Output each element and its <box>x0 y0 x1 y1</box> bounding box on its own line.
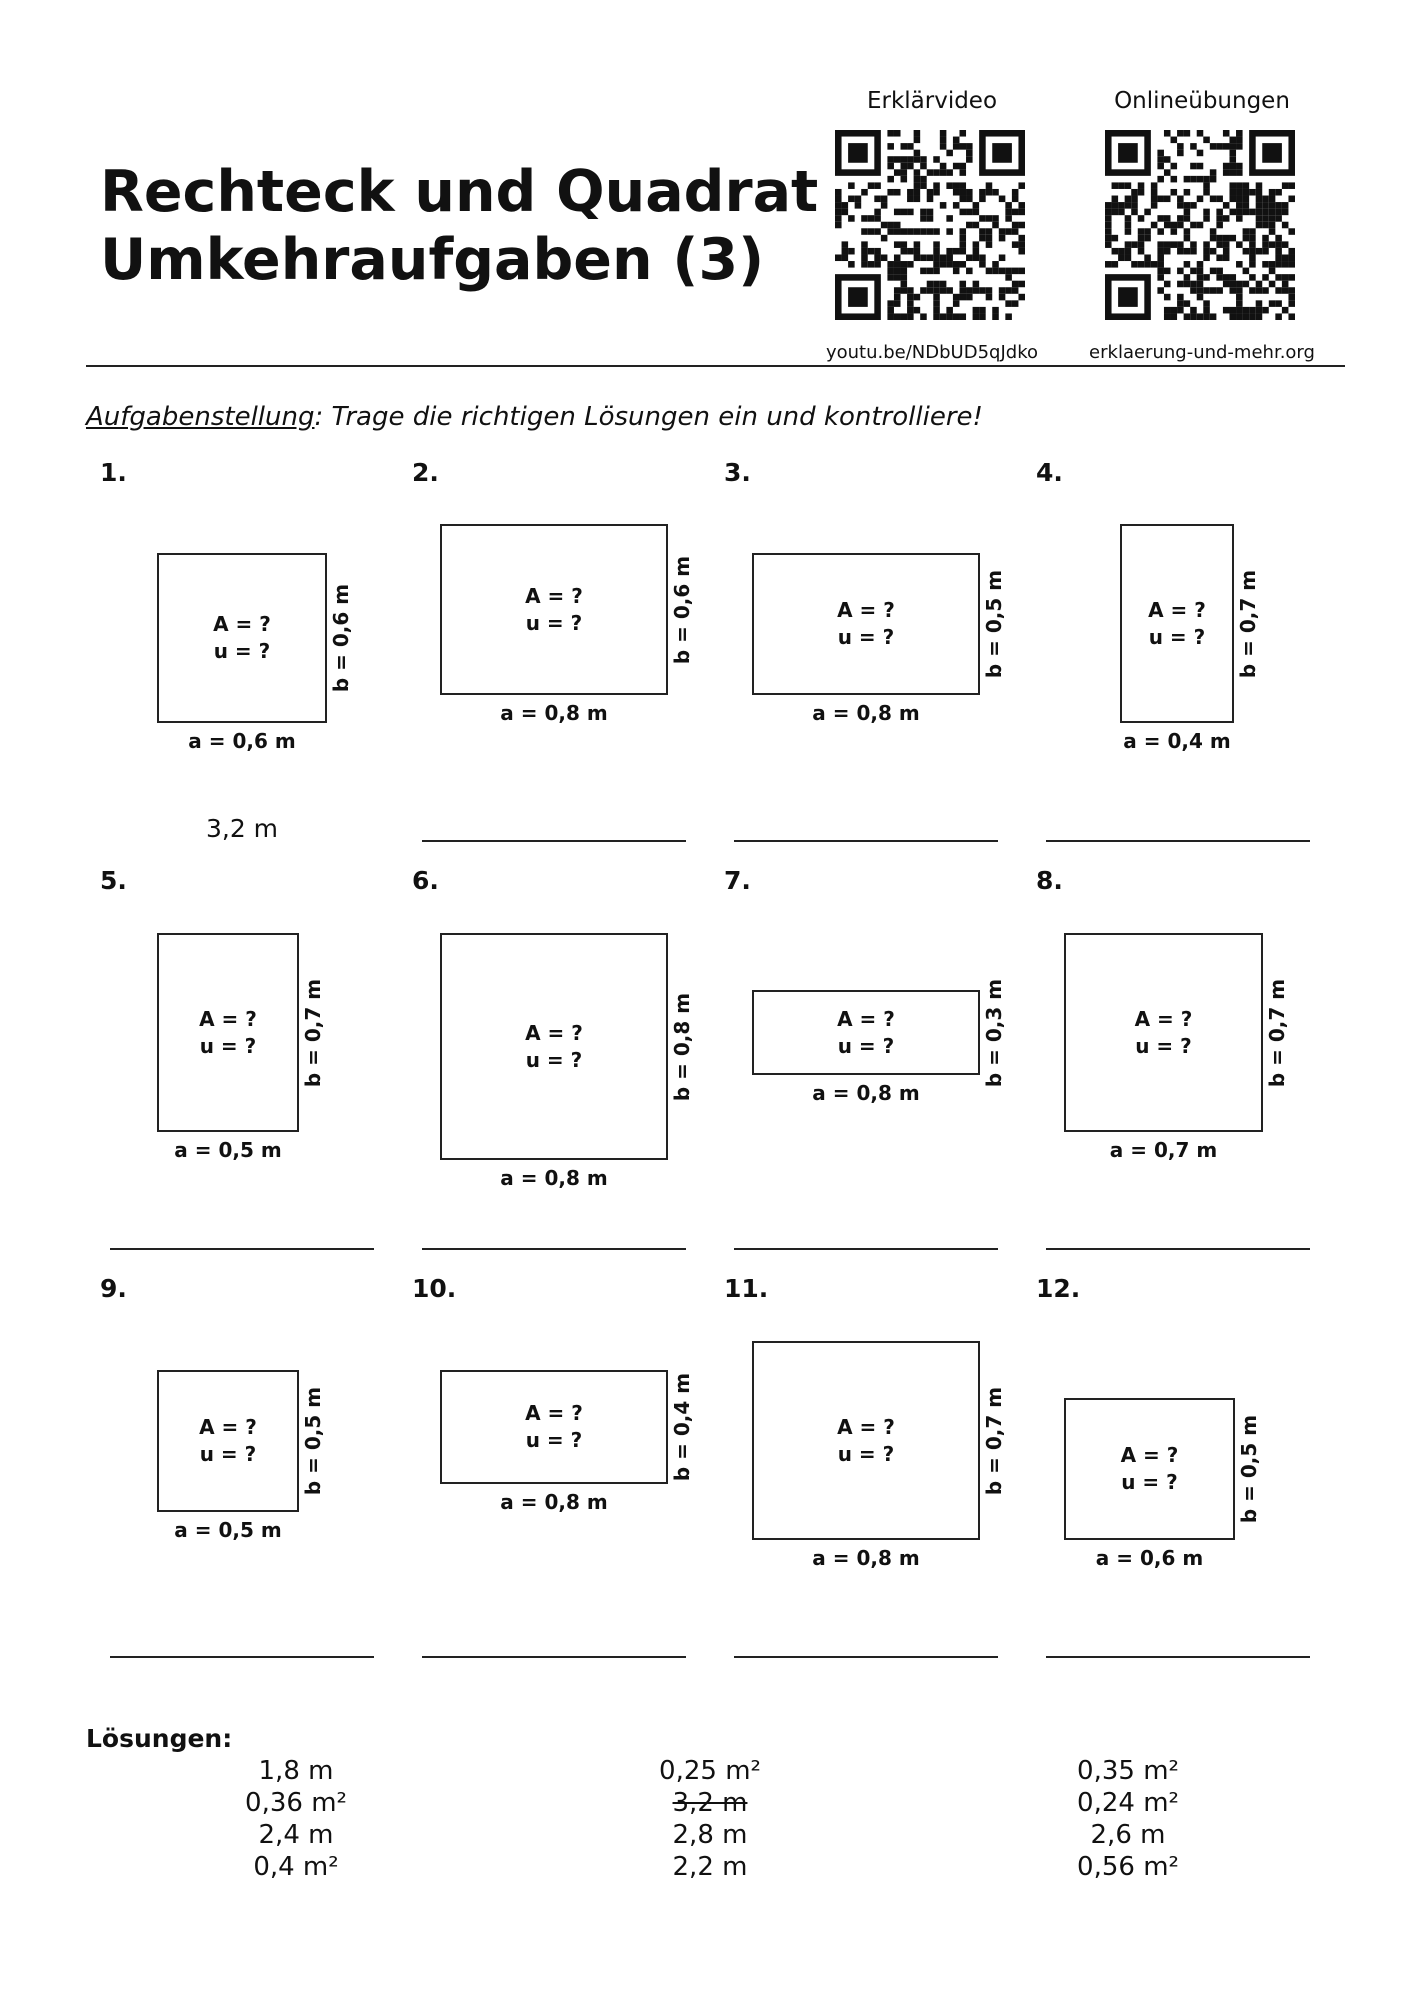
task-number: 10. <box>412 1274 457 1303</box>
side-a-label: a = 0,6 m <box>188 729 296 753</box>
task-number: 6. <box>412 866 439 895</box>
unknown-values <box>440 1400 668 1454</box>
instruction-text: : Trage die richtigen Lösungen ein und kontrolliere! <box>314 402 983 432</box>
perimeter-unknown: u = ? <box>525 1047 583 1072</box>
solution-value: 2,4 m <box>258 1820 334 1850</box>
area-unknown: A = ? <box>525 1020 583 1045</box>
side-b-label: b = 0,4 m <box>670 1372 694 1482</box>
solution-value: 2,6 m <box>1090 1820 1166 1850</box>
perimeter-unknown: u = ? <box>213 639 271 663</box>
qr-link-video[interactable]: youtu.be/NDbUD5qJdko <box>825 342 1039 363</box>
solution-value: 2,2 m <box>672 1852 748 1882</box>
answer-line[interactable] <box>1046 840 1310 842</box>
area-unknown: A = ? <box>199 1006 257 1031</box>
area-unknown: A = ? <box>199 1415 257 1439</box>
area-unknown: A = ? <box>837 1414 895 1439</box>
side-a-label: a = 0,4 m <box>1123 729 1231 753</box>
unknown-values <box>157 1006 299 1060</box>
task-number: 2. <box>412 458 439 487</box>
answer-field[interactable]: 3,2 m <box>205 814 279 843</box>
perimeter-unknown: u = ? <box>1135 1033 1192 1058</box>
side-b-label: b = 0,3 m <box>982 978 1006 1087</box>
qr-label-video: Erklärvideo <box>866 88 998 114</box>
qr-label-exercises: Onlineübungen <box>1114 88 1290 114</box>
solution-value: 2,8 m <box>672 1820 748 1850</box>
header-divider <box>86 365 1345 367</box>
unknown-values <box>1064 1006 1263 1060</box>
perimeter-unknown: u = ? <box>525 1428 583 1452</box>
qr-code-video[interactable] <box>835 130 1025 320</box>
unknown-values <box>157 611 327 665</box>
answer-line[interactable] <box>734 1248 998 1250</box>
area-unknown: A = ? <box>213 612 271 636</box>
unknown-values <box>157 1414 299 1468</box>
perimeter-unknown: u = ? <box>525 610 583 635</box>
area-unknown: A = ? <box>1134 1006 1193 1031</box>
area-unknown: A = ? <box>1148 597 1206 622</box>
answer-line[interactable] <box>422 1248 686 1250</box>
solution-value: 0,25 m² <box>659 1756 761 1786</box>
perimeter-unknown: u = ? <box>837 625 895 649</box>
solution-value: 0,35 m² <box>1077 1756 1179 1786</box>
side-a-label: a = 0,8 m <box>812 701 920 725</box>
side-b-label: b = 0,6 m <box>670 555 694 664</box>
perimeter-unknown: u = ? <box>199 1033 257 1058</box>
side-a-label: a = 0,8 m <box>812 1081 920 1105</box>
title-line-2: Umkehraufgaben (3) <box>100 227 765 293</box>
perimeter-unknown: u = ? <box>1148 624 1206 649</box>
task-number: 4. <box>1036 458 1063 487</box>
side-b-label: b = 0,6 m <box>329 583 353 693</box>
task-number: 11. <box>724 1274 769 1303</box>
task-number: 8. <box>1036 866 1063 895</box>
perimeter-unknown: u = ? <box>837 1033 895 1058</box>
answer-line[interactable] <box>422 1656 686 1658</box>
unknown-values <box>1064 1442 1235 1496</box>
unknown-values <box>440 583 668 637</box>
unknown-values <box>752 1006 980 1060</box>
answer-line[interactable] <box>1046 1656 1310 1658</box>
worksheet-title <box>100 158 818 294</box>
side-b-label: b = 0,5 m <box>301 1386 325 1496</box>
task-number: 1. <box>100 458 127 487</box>
solution-value: 0,36 m² <box>245 1788 347 1818</box>
side-a-label: a = 0,8 m <box>812 1546 920 1570</box>
qr-code-exercises[interactable] <box>1105 130 1295 320</box>
instruction <box>86 402 983 432</box>
solution-value: 0,4 m² <box>253 1852 339 1882</box>
perimeter-unknown: u = ? <box>199 1442 257 1466</box>
unknown-values <box>440 1020 668 1074</box>
task-number: 7. <box>724 866 751 895</box>
unknown-values <box>752 1414 980 1468</box>
unknown-values <box>1120 597 1234 651</box>
solution-value: 0,24 m² <box>1077 1788 1179 1818</box>
title-line-1: Rechteck und Quadrat <box>100 159 819 225</box>
area-unknown: A = ? <box>1120 1443 1179 1467</box>
task-number: 5. <box>100 866 127 895</box>
area-unknown: A = ? <box>525 1401 583 1425</box>
answer-line[interactable] <box>110 1656 374 1658</box>
side-b-label: b = 0,5 m <box>1237 1414 1261 1524</box>
answer-line[interactable] <box>1046 1248 1310 1250</box>
solutions-heading: Lösungen: <box>86 1724 233 1753</box>
perimeter-unknown: u = ? <box>1121 1470 1178 1494</box>
side-a-label: a = 0,8 m <box>500 701 608 725</box>
solution-value: 0,56 m² <box>1077 1852 1179 1882</box>
area-unknown: A = ? <box>525 583 583 608</box>
side-b-label: b = 0,5 m <box>982 569 1006 679</box>
instruction-prefix: Aufgabenstellung <box>86 402 315 432</box>
side-a-label: a = 0,7 m <box>1109 1138 1218 1162</box>
solution-value: 1,8 m <box>258 1756 334 1786</box>
unknown-values <box>752 597 980 651</box>
answer-line[interactable] <box>734 840 998 842</box>
qr-link-exercises[interactable]: erklaerung-und-mehr.org <box>1089 342 1315 363</box>
side-a-label: a = 0,8 m <box>500 1166 608 1190</box>
side-a-label: a = 0,5 m <box>174 1518 282 1542</box>
area-unknown: A = ? <box>837 1006 895 1031</box>
side-b-label: b = 0,7 m <box>1265 978 1289 1087</box>
task-number: 9. <box>100 1274 127 1303</box>
side-a-label: a = 0,5 m <box>174 1138 282 1162</box>
side-a-label: a = 0,8 m <box>500 1490 608 1514</box>
area-unknown: A = ? <box>837 598 895 622</box>
perimeter-unknown: u = ? <box>837 1441 895 1466</box>
task-number: 12. <box>1036 1274 1081 1303</box>
task-number: 3. <box>724 458 751 487</box>
side-b-label: b = 0,8 m <box>670 992 694 1101</box>
solution-value: 3,2 m <box>672 1788 748 1818</box>
side-b-label: b = 0,7 m <box>982 1386 1006 1495</box>
answer-line[interactable] <box>110 1248 374 1250</box>
side-b-label: b = 0,7 m <box>1236 569 1260 678</box>
answer-line[interactable] <box>734 1656 998 1658</box>
side-a-label: a = 0,6 m <box>1095 1546 1204 1570</box>
side-b-label: b = 0,7 m <box>301 978 325 1087</box>
answer-line[interactable] <box>422 840 686 842</box>
